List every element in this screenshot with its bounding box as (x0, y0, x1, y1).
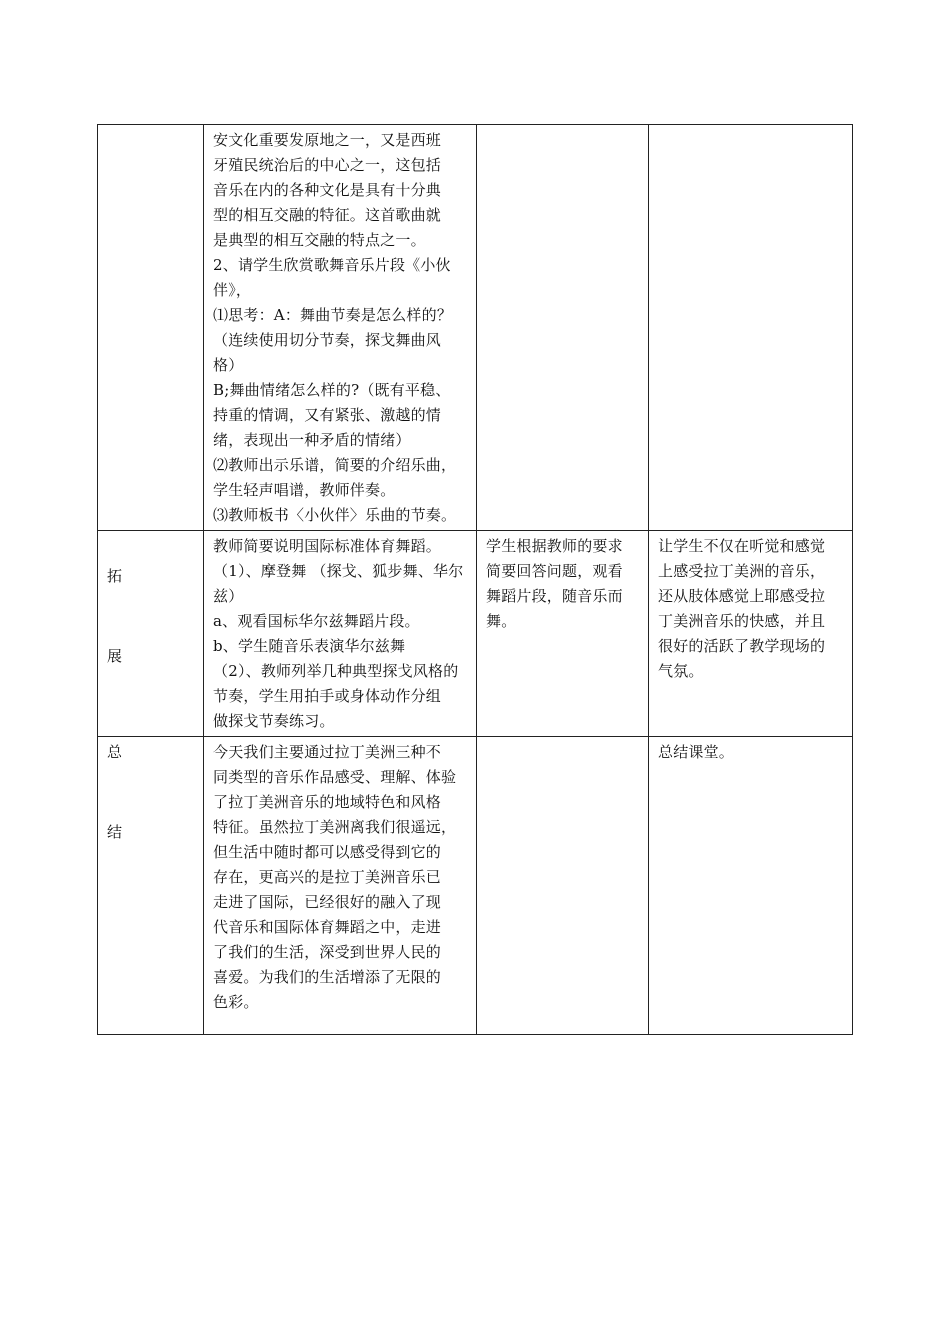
text-line: 代音乐和国际体育舞蹈之中，走进 (213, 918, 442, 936)
text-line: 教师简要说明国际标准体育舞蹈。 (213, 537, 442, 555)
text-line: b、学生随音乐表演华尔兹舞 (213, 637, 406, 655)
teacher-activity-cell (204, 737, 477, 1035)
text-line: 兹） (213, 587, 244, 605)
text-line: 是典型的相互交融的特点之一。 (213, 231, 426, 249)
text-line: 节奏，学生用拍手或身体动作分组 (213, 687, 442, 705)
text-line: （1）、摩登舞 （探戈、狐步舞、华尔 (213, 562, 464, 580)
table-row (98, 531, 853, 737)
student-activity-cell (477, 531, 649, 737)
stage-cell (98, 125, 204, 531)
text-line: 特征。虽然拉丁美洲离我们很遥远， (213, 818, 457, 836)
design-purpose-cell (649, 737, 853, 1035)
spacer (107, 589, 196, 644)
text-line: 喜爱。为我们的生活增添了无限的 (213, 968, 442, 986)
text-line: 伴》， (213, 281, 252, 299)
stage-label-char: 总 (107, 743, 123, 761)
text-line: 今天我们主要通过拉丁美洲三种不 (213, 743, 442, 761)
text-line: 了拉丁美洲音乐的地域特色和风格 (213, 793, 442, 811)
text-line: 做探戈节奏练习。 (213, 712, 335, 730)
text-line: 了我们的生活，深受到世界人民的 (213, 943, 442, 961)
teacher-activity-cell (204, 125, 477, 531)
stage-label-char: 拓 (107, 567, 123, 585)
text-line: 同类型的音乐作品感受、理解、体验 (213, 768, 457, 786)
text-line: 存在，更高兴的是拉丁美洲音乐已 (213, 868, 442, 886)
text-line: ⑴思考：A：舞曲节奏是怎么样的？ (213, 306, 453, 324)
text-line: （2）、教师列举几种典型探戈风格的 (213, 662, 459, 680)
table-row (98, 737, 853, 1035)
text-line: 舞蹈片段，随音乐而 (486, 587, 623, 605)
text-line: a、观看国标华尔兹舞蹈片段。 (213, 612, 420, 630)
text-line: 音乐在内的各种文化是具有十分典 (213, 181, 442, 199)
text-line: 很好的活跃了教学现场的 (658, 637, 826, 655)
text-line: 简要回答问题，观看 (486, 562, 623, 580)
text-line: （连续使用切分节奏，探戈舞曲风 (213, 331, 442, 349)
text-line: 格） (213, 356, 244, 374)
spacer (107, 534, 196, 564)
stage-label-char: 展 (107, 647, 123, 665)
text-line: 学生轻声唱谱，教师伴奏。 (213, 481, 396, 499)
text-line: 让学生不仅在听觉和感觉 (658, 537, 826, 555)
text-line: 色彩。 (213, 993, 259, 1011)
design-purpose-text: 总结课堂。 (658, 743, 735, 761)
text-line: ⑶教师板书〈小伙伴〉乐曲的节奏。 (213, 506, 457, 524)
text-line: 丁美洲音乐的快感，并且 (658, 612, 826, 630)
table-row (98, 125, 853, 531)
text-line: 走进了国际，已经很好的融入了现 (213, 893, 442, 911)
stage-label-char: 结 (107, 823, 123, 841)
text-line: 型的相互交融的特征。这首歌曲就 (213, 206, 442, 224)
text-line: 2、请学生欣赏歌舞音乐片段《小伙 (213, 256, 451, 274)
design-purpose-cell (649, 531, 853, 737)
teacher-activity-cell (204, 531, 477, 737)
text-line: 绪，表现出一种矛盾的情绪） (213, 431, 411, 449)
text-line: 持重的情调，又有紧张、激越的情 (213, 406, 442, 424)
student-activity-cell (477, 125, 649, 531)
text-line: 还从肢体感觉上耶感受拉 (658, 587, 826, 605)
text-line: 舞。 (486, 612, 517, 630)
lesson-plan-table (97, 124, 853, 1035)
text-line: 气氛。 (658, 662, 704, 680)
text-line: 安文化重要发原地之一，又是西班 (213, 131, 442, 149)
design-purpose-cell (649, 125, 853, 531)
text-line: 但生活中随时都可以感受得到它的 (213, 843, 442, 861)
stage-cell (98, 737, 204, 1035)
spacer (107, 765, 196, 820)
student-activity-cell (477, 737, 649, 1035)
text-line: 牙殖民统治后的中心之一，这包括 (213, 156, 442, 174)
stage-cell (98, 531, 204, 737)
text-line: ⑵教师出示乐谱，简要的介绍乐曲， (213, 456, 457, 474)
text-line: 上感受拉丁美洲的音乐， (658, 562, 826, 580)
text-line: B;舞曲情绪怎么样的?（既有平稳、 (213, 381, 451, 399)
text-line: 学生根据教师的要求 (486, 537, 623, 555)
